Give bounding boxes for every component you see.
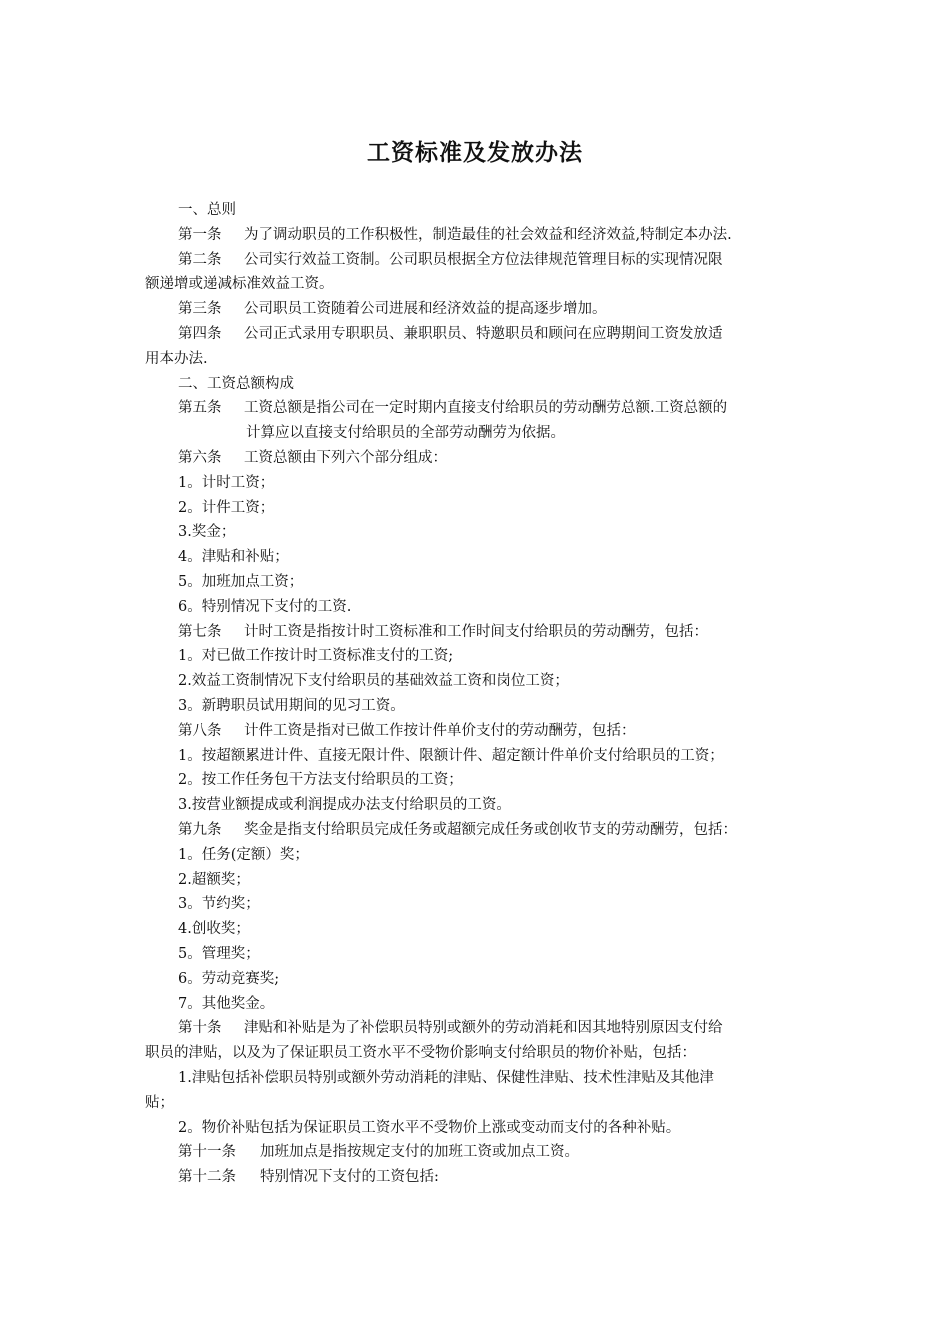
text-line bbox=[178, 547, 289, 567]
text-line bbox=[178, 721, 636, 741]
line-text: 2。按工作任务包干方法支付给职员的工资； bbox=[178, 772, 463, 789]
article-number: 第一条 bbox=[178, 226, 222, 243]
text-line bbox=[178, 498, 274, 518]
line-text: 1。计时工资； bbox=[178, 474, 275, 491]
line-text: 6。劳动竞赛奖; bbox=[178, 970, 280, 987]
line-text: 二、工资总额构成 bbox=[178, 375, 294, 392]
text-line bbox=[178, 200, 236, 220]
text-line bbox=[178, 299, 607, 319]
line-text: 3。新聘职员试用期间的见习工资。 bbox=[178, 698, 405, 714]
text-line bbox=[178, 1118, 680, 1138]
line-text: 2.效益工资制情况下支付给职员的基础效益工资和岗位工资； bbox=[178, 673, 569, 690]
text-line bbox=[178, 250, 723, 270]
text-line bbox=[178, 597, 351, 617]
text-line bbox=[178, 1018, 723, 1038]
line-text: 5。管理奖； bbox=[178, 946, 260, 962]
text-line bbox=[178, 1167, 439, 1187]
text-line bbox=[178, 845, 309, 865]
text-line bbox=[178, 870, 250, 890]
line-text: 3。节约奖； bbox=[178, 896, 260, 913]
line-text: 3.按营业额提成或利润提成办法支付给职员的工资。 bbox=[178, 797, 511, 814]
text-line bbox=[178, 919, 250, 939]
text-line bbox=[145, 1043, 696, 1063]
article-number: 第十条 bbox=[178, 1020, 222, 1037]
text-line bbox=[178, 994, 274, 1014]
text-line bbox=[145, 349, 208, 369]
line-text: 公司实行效益工资制。公司职员根据全方位法律规范管理目标的实现情况限 bbox=[244, 251, 723, 268]
text-line bbox=[178, 1142, 579, 1162]
line-text: 2。计件工资； bbox=[178, 499, 275, 516]
line-text: 1。按超额累进计件、直接无限计件、限额计件、超定额计件单价支付给职员的工资； bbox=[178, 747, 724, 764]
line-text: 计时工资是指按计时工资标准和工作时间支付给职员的劳动酬劳，包括： bbox=[244, 623, 708, 640]
line-text: 职员的津贴，以及为了保证职员工资水平不受物价影响支付给职员的物价补贴，包括： bbox=[145, 1045, 696, 1062]
text-line bbox=[178, 746, 724, 766]
line-text: 津贴和补贴是为了补偿职员特别或额外的劳动消耗和因其地特别原因支付给 bbox=[244, 1020, 723, 1037]
line-text: 2。物价补贴包括为保证职员工资水平不受物价上涨或变动而支付的各种补贴。 bbox=[178, 1119, 681, 1136]
line-text: 工资总额由下列六个部分组成： bbox=[244, 450, 447, 466]
text-line bbox=[178, 448, 447, 468]
line-text: 贴； bbox=[145, 1094, 174, 1111]
line-text: 6。特别情况下支付的工资. bbox=[178, 598, 352, 615]
line-text: 工资总额是指公司在一定时期内直接支付给职员的劳动酬劳总额.工资总额的 bbox=[244, 400, 728, 417]
article-number: 第九条 bbox=[178, 822, 222, 838]
line-text: 2.超额奖； bbox=[178, 871, 250, 888]
line-text: 4.创收奖； bbox=[178, 921, 250, 938]
line-text: 1。任务(定额）奖； bbox=[178, 846, 309, 863]
article-number: 第三条 bbox=[178, 301, 222, 318]
text-line bbox=[178, 225, 732, 245]
article-number: 第五条 bbox=[178, 400, 222, 417]
text-line bbox=[178, 944, 260, 964]
text-line bbox=[178, 696, 405, 716]
text-line bbox=[178, 646, 453, 666]
article-number: 第八条 bbox=[178, 722, 222, 739]
article-number: 第二条 bbox=[178, 251, 222, 268]
line-text: 7。其他奖金。 bbox=[178, 995, 275, 1012]
line-text: 3.奖金； bbox=[178, 524, 236, 541]
text-line bbox=[178, 572, 303, 592]
text-line bbox=[178, 374, 294, 394]
text-line bbox=[145, 274, 334, 294]
line-text: 1.津贴包括补偿职员特别或额外劳动消耗的津贴、保健性津贴、技术性津贴及其他津 bbox=[178, 1070, 714, 1086]
text-line bbox=[178, 894, 260, 914]
article-number: 第十二条 bbox=[178, 1169, 236, 1186]
line-text: 用本办法. bbox=[145, 350, 208, 367]
article-number: 第六条 bbox=[178, 450, 222, 466]
text-line bbox=[178, 671, 569, 691]
text-line bbox=[178, 820, 737, 840]
text-line bbox=[145, 1093, 174, 1113]
line-text: 1。对已做工作按计时工资标准支付的工资; bbox=[178, 648, 454, 665]
text-line bbox=[178, 795, 511, 815]
text-line bbox=[178, 770, 463, 790]
line-text: 计件工资是指对已做工作按计件单价支付的劳动酬劳，包括： bbox=[244, 722, 636, 739]
article-number: 第七条 bbox=[178, 623, 222, 640]
text-line bbox=[178, 969, 279, 989]
line-text: 加班加点是指按规定支付的加班工资或加点工资。 bbox=[260, 1144, 579, 1161]
article-number: 第四条 bbox=[178, 326, 222, 342]
line-text: 奖金是指支付给职员完成任务或超额完成任务或创收节支的劳动酬劳，包括： bbox=[244, 822, 737, 838]
line-text: 额递增或递减标准效益工资。 bbox=[145, 276, 334, 293]
line-text: 5。加班加点工资； bbox=[178, 574, 304, 590]
document-title: 工资标准及发放办法 bbox=[367, 139, 583, 166]
line-text: 特别情况下支付的工资包括: bbox=[260, 1169, 439, 1186]
line-text: 一、总则 bbox=[178, 202, 236, 218]
line-text: 公司职员工资随着公司进展和经济效益的提高逐步增加。 bbox=[244, 301, 607, 318]
text-line bbox=[178, 622, 708, 642]
text-line bbox=[246, 423, 565, 443]
article-number: 第十一条 bbox=[178, 1144, 236, 1161]
text-line bbox=[178, 1068, 714, 1088]
text-line bbox=[178, 324, 723, 344]
line-text: 为了调动职员的工作积极性，制造最佳的社会效益和经济效益,特制定本办法. bbox=[244, 226, 732, 243]
text-line bbox=[178, 398, 727, 418]
line-text: 4。津贴和补贴； bbox=[178, 549, 289, 566]
line-text: 计算应以直接支付给职员的全部劳动酬劳为依据。 bbox=[246, 425, 565, 442]
text-line bbox=[178, 473, 274, 493]
line-text: 公司正式录用专职职员、兼职职员、特邀职员和顾问在应聘期间工资发放适 bbox=[244, 326, 723, 342]
text-line bbox=[178, 522, 235, 542]
